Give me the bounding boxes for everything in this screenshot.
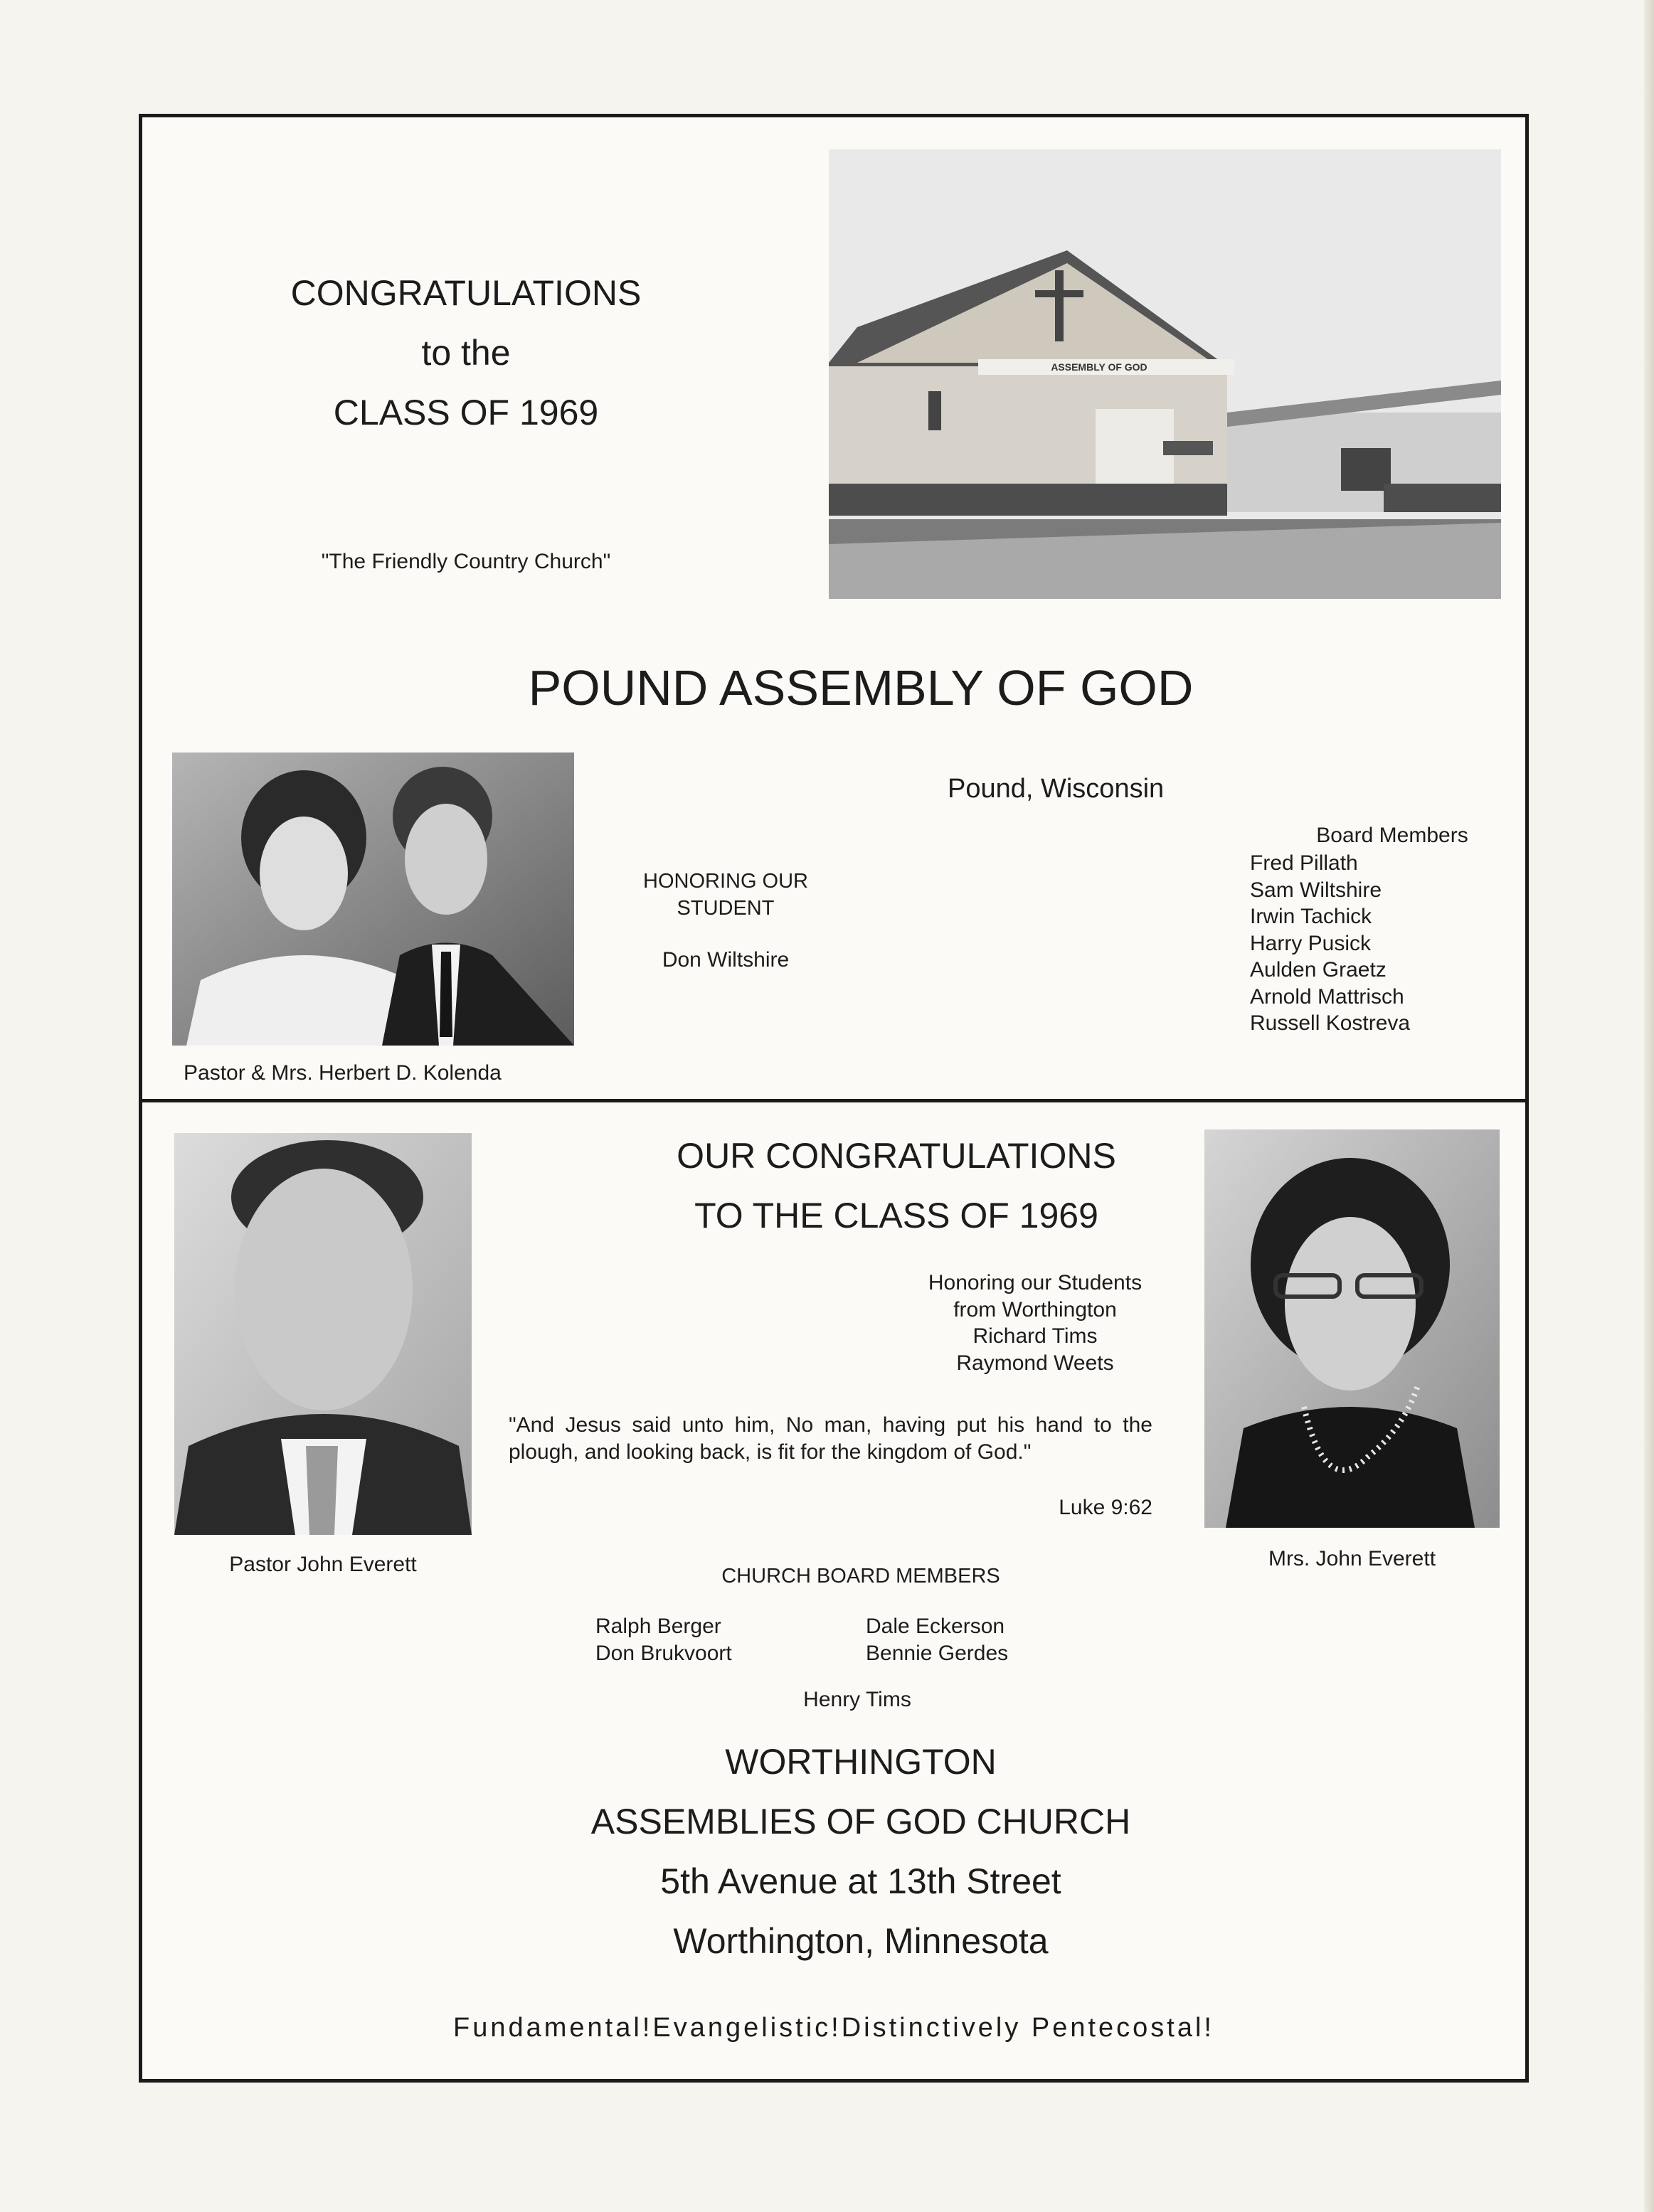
honoring-students: Honoring our Students from Worthington Richard Tims Raymond Weets xyxy=(928,1271,1143,1375)
list-item: Fred Pillath xyxy=(1250,851,1358,875)
advertisement-page xyxy=(139,114,1529,2083)
list-item: Ralph Berger xyxy=(595,1615,721,1638)
pastor-couple-caption: Pastor & Mrs. Herbert D. Kolenda xyxy=(184,1061,502,1085)
board-members-title: Board Members xyxy=(1316,824,1468,847)
list-item: Sam Wiltshire xyxy=(1250,878,1382,902)
wife-caption: Mrs. John Everett xyxy=(1268,1547,1436,1570)
church-building-photo xyxy=(829,149,1501,599)
honoring-student-heading: HONORING OUR STUDENT xyxy=(643,870,808,920)
list-item: Russell Kostreva xyxy=(1250,1011,1411,1035)
location: Pound, Wisconsin xyxy=(948,774,1165,804)
board-members-list xyxy=(1250,850,1410,1037)
list-item: Irwin Tachick xyxy=(1250,905,1372,928)
worthington-church-name: WORTHINGTON ASSEMBLIES OF GOD CHURCH 5th Avenue at 13th Street Worthington, Minnesota xyxy=(590,1742,1131,1961)
honored-student: Don Wiltshire xyxy=(662,948,790,972)
board-members-left xyxy=(595,1613,732,1666)
pastor-caption: Pastor John Everett xyxy=(229,1553,417,1576)
bottom-congratulations-heading: OUR CONGRATULATIONS TO THE CLASS OF 1969 xyxy=(677,1136,1116,1235)
church-motto: Fundamental!Evangelistic!Distinctively Pentecostal! xyxy=(453,2013,1214,2043)
board-member-center: Henry Tims xyxy=(803,1688,911,1711)
church-name: POUND ASSEMBLY OF GOD xyxy=(528,660,1194,716)
list-item: Arnold Mattrisch xyxy=(1250,984,1404,1009)
list-item: Dale Eckerson xyxy=(866,1615,1005,1638)
pastor-couple-photo xyxy=(172,753,574,1046)
list-item: Harry Pusick xyxy=(1250,931,1372,955)
congratulations-heading: CONGRATULATIONS to the CLASS OF 1969 xyxy=(290,273,642,432)
church-board-title: CHURCH BOARD MEMBERS xyxy=(721,1565,1000,1588)
building-sign-text: ASSEMBLY OF GOD xyxy=(1051,361,1147,373)
page-edge xyxy=(1644,0,1654,2212)
scripture-reference: Luke 9:62 xyxy=(1059,1496,1152,1519)
scripture-quote: "And Jesus said unto him, No man, having put his hand to the plough, and looking back, is fit for the kingdom of God." xyxy=(509,1413,1152,1464)
list-item: Bennie Gerdes xyxy=(866,1641,1009,1665)
list-item: Don Brukvoort xyxy=(595,1641,732,1665)
section-divider xyxy=(142,1099,1525,1102)
church-tagline: "The Friendly Country Church" xyxy=(321,550,611,573)
wife-photo xyxy=(1204,1129,1500,1528)
pastor-photo xyxy=(174,1133,472,1535)
list-item: Aulden Graetz xyxy=(1250,958,1387,982)
board-members-right xyxy=(866,1613,1008,1666)
